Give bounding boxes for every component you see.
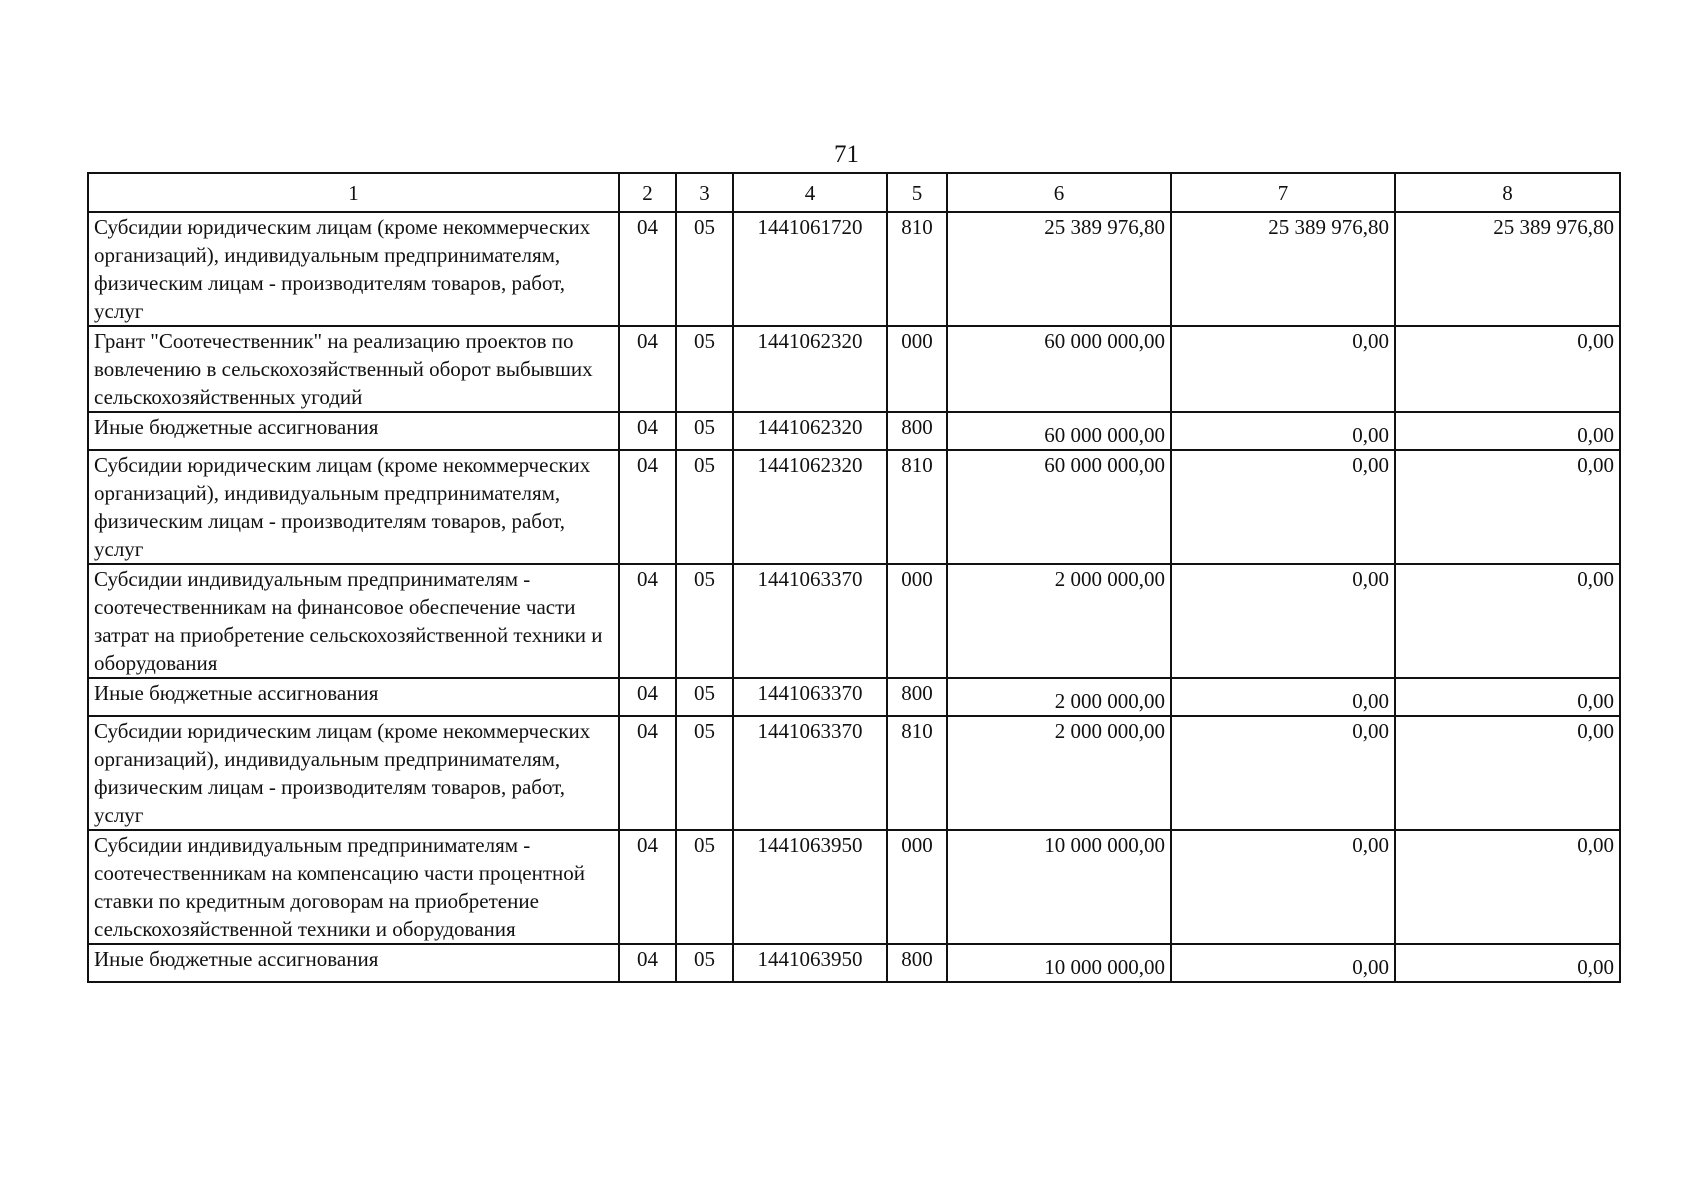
target-article-code: 1441062320 <box>733 450 887 564</box>
expense-type-code: 000 <box>887 326 947 412</box>
section-code: 04 <box>619 412 676 450</box>
expense-type-code: 000 <box>887 564 947 678</box>
subsection-code: 05 <box>676 450 733 564</box>
column-header: 7 <box>1171 173 1395 212</box>
amount-col8: 0,00 <box>1395 326 1620 412</box>
expense-type-code: 800 <box>887 944 947 982</box>
table-row <box>88 678 1620 716</box>
column-header: 8 <box>1395 173 1620 212</box>
table-row <box>88 412 1620 450</box>
amount-col8: 0,00 <box>1395 678 1620 716</box>
section-code: 04 <box>619 830 676 944</box>
expense-name: Субсидии индивидуальным предпринимателям - соотечественникам на финансовое обеспечение части затрат на приобретение сельскохозяйственной техники и оборудования <box>88 564 619 678</box>
amount-col6: 60 000 000,00 <box>947 326 1171 412</box>
expense-type-code: 810 <box>887 212 947 326</box>
amount-col8: 0,00 <box>1395 830 1620 944</box>
amount-col6: 25 389 976,80 <box>947 212 1171 326</box>
column-header: 1 <box>88 173 619 212</box>
amount-col7: 25 389 976,80 <box>1171 212 1395 326</box>
expense-name: Субсидии индивидуальным предпринимателям - соотечественникам на компенсацию части процентной ставки по кредитным договорам на приобретение сельскохозяйственной техники и оборудования <box>88 830 619 944</box>
amount-col6: 2 000 000,00 <box>947 716 1171 830</box>
subsection-code: 05 <box>676 830 733 944</box>
column-header: 4 <box>733 173 887 212</box>
table-row <box>88 326 1620 412</box>
target-article-code: 1441062320 <box>733 412 887 450</box>
table-row <box>88 716 1620 830</box>
amount-col7: 0,00 <box>1171 678 1395 716</box>
column-header: 2 <box>619 173 676 212</box>
column-header: 5 <box>887 173 947 212</box>
amount-col6: 60 000 000,00 <box>947 412 1171 450</box>
subsection-code: 05 <box>676 412 733 450</box>
budget-table <box>87 172 1621 983</box>
amount-col8: 0,00 <box>1395 412 1620 450</box>
section-code: 04 <box>619 716 676 830</box>
target-article-code: 1441061720 <box>733 212 887 326</box>
amount-col6: 10 000 000,00 <box>947 830 1171 944</box>
amount-col8: 0,00 <box>1395 944 1620 982</box>
expense-name: Грант "Соотечественник" на реализацию проектов по вовлечению в сельскохозяйственный оборот выбывших сельскохозяйственных угодий <box>88 326 619 412</box>
subsection-code: 05 <box>676 212 733 326</box>
section-code: 04 <box>619 450 676 564</box>
section-code: 04 <box>619 564 676 678</box>
section-code: 04 <box>619 678 676 716</box>
expense-name: Иные бюджетные ассигнования <box>88 412 619 450</box>
expense-type-code: 810 <box>887 450 947 564</box>
column-header: 3 <box>676 173 733 212</box>
expense-name: Субсидии юридическим лицам (кроме некоммерческих организаций), индивидуальным предпринимателям, физическим лицам - производителям товаров, работ, услуг <box>88 716 619 830</box>
amount-col8: 0,00 <box>1395 716 1620 830</box>
subsection-code: 05 <box>676 564 733 678</box>
amount-col7: 0,00 <box>1171 716 1395 830</box>
table-row <box>88 564 1620 678</box>
subsection-code: 05 <box>676 716 733 830</box>
amount-col7: 0,00 <box>1171 326 1395 412</box>
header-row <box>88 173 1620 212</box>
expense-type-code: 000 <box>887 830 947 944</box>
expense-name: Субсидии юридическим лицам (кроме некоммерческих организаций), индивидуальным предпринимателям, физическим лицам - производителям товаров, работ, услуг <box>88 212 619 326</box>
amount-col8: 0,00 <box>1395 564 1620 678</box>
page-number: 71 <box>834 141 859 168</box>
amount-col7: 0,00 <box>1171 412 1395 450</box>
table-row <box>88 212 1620 326</box>
table-row <box>88 450 1620 564</box>
column-header: 6 <box>947 173 1171 212</box>
target-article-code: 1441063950 <box>733 830 887 944</box>
expense-type-code: 810 <box>887 716 947 830</box>
expense-name: Иные бюджетные ассигнования <box>88 678 619 716</box>
amount-col6: 10 000 000,00 <box>947 944 1171 982</box>
expense-type-code: 800 <box>887 678 947 716</box>
section-code: 04 <box>619 212 676 326</box>
table-row <box>88 830 1620 944</box>
amount-col7: 0,00 <box>1171 944 1395 982</box>
amount-col7: 0,00 <box>1171 830 1395 944</box>
target-article-code: 1441063370 <box>733 716 887 830</box>
expense-name: Иные бюджетные ассигнования <box>88 944 619 982</box>
subsection-code: 05 <box>676 944 733 982</box>
target-article-code: 1441063370 <box>733 678 887 716</box>
amount-col6: 60 000 000,00 <box>947 450 1171 564</box>
table-row <box>88 944 1620 982</box>
amount-col6: 2 000 000,00 <box>947 678 1171 716</box>
section-code: 04 <box>619 944 676 982</box>
expense-type-code: 800 <box>887 412 947 450</box>
subsection-code: 05 <box>676 326 733 412</box>
amount-col6: 2 000 000,00 <box>947 564 1171 678</box>
expense-name: Субсидии юридическим лицам (кроме некоммерческих организаций), индивидуальным предпринимателям, физическим лицам - производителям товаров, работ, услуг <box>88 450 619 564</box>
amount-col8: 0,00 <box>1395 450 1620 564</box>
subsection-code: 05 <box>676 678 733 716</box>
target-article-code: 1441062320 <box>733 326 887 412</box>
amount-col7: 0,00 <box>1171 564 1395 678</box>
amount-col8: 25 389 976,80 <box>1395 212 1620 326</box>
target-article-code: 1441063370 <box>733 564 887 678</box>
amount-col7: 0,00 <box>1171 450 1395 564</box>
target-article-code: 1441063950 <box>733 944 887 982</box>
section-code: 04 <box>619 326 676 412</box>
